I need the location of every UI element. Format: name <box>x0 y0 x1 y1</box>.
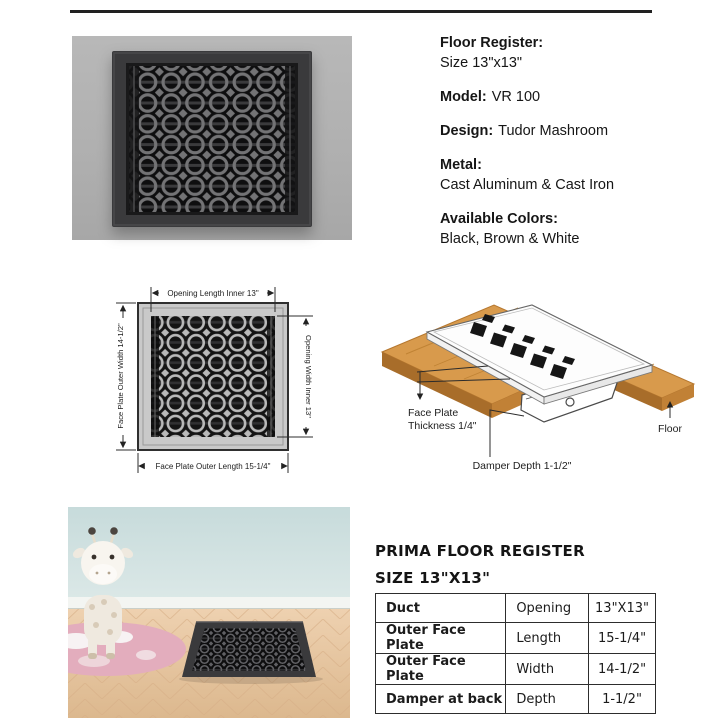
spec-metal <box>440 155 665 195</box>
dimension-diagram <box>103 272 343 478</box>
table-row <box>376 594 656 623</box>
cell-width: Width <box>506 654 589 685</box>
table-row <box>376 654 656 685</box>
dim-bottom-label: Face Plate Outer Length 15-1/4" <box>155 462 271 471</box>
dim-top-label: Opening Length Inner 13" <box>167 289 259 298</box>
top-rule <box>70 10 652 13</box>
cutaway-illustration <box>372 292 702 480</box>
cell-length-value: 15-1/4" <box>589 623 656 654</box>
installed-register <box>179 622 323 684</box>
summary-title-line1: PRIMA FLOOR REGISTER <box>375 542 585 560</box>
damper-label: Damper Depth 1-1/2" <box>472 460 572 472</box>
table-row <box>376 623 656 654</box>
thickness-label-2: Thickness 1/4" <box>408 420 477 432</box>
spec-model-label: Model: <box>440 89 487 105</box>
cell-depth-value: 1-1/2" <box>589 685 656 714</box>
spec-table <box>375 593 656 714</box>
cell-length: Length <box>506 623 589 654</box>
grille-pattern <box>129 66 295 212</box>
spec-size-value: Size 13"x13" <box>440 55 523 71</box>
register-product-image <box>112 51 312 227</box>
cell-damper: Damper at back <box>376 685 506 714</box>
thickness-label-1: Face Plate <box>408 407 459 419</box>
summary-title <box>375 538 585 592</box>
spec-model <box>440 87 665 107</box>
dim-right-label: Opening Width Inner 13" <box>304 335 313 418</box>
spec-list <box>440 33 665 263</box>
spec-size-label: Floor Register: <box>440 35 544 51</box>
grille-pattern-drawing <box>151 316 275 437</box>
spec-metal-value: Cast Aluminum & Cast Iron <box>440 177 615 193</box>
cell-depth: Depth <box>506 685 589 714</box>
spec-model-value: VR 100 <box>491 89 541 105</box>
spec-metal-label: Metal: <box>440 157 482 173</box>
spec-colors-label: Available Colors: <box>440 211 558 227</box>
cell-outer-face-plate-2: Outer Face Plate <box>376 654 506 685</box>
spec-design <box>440 121 665 141</box>
floor-label: Floor <box>658 423 682 435</box>
summary-title-line2: SIZE 13"X13" <box>375 569 491 587</box>
room-photo <box>68 507 350 718</box>
spec-design-value: Tudor Mashroom <box>498 123 609 139</box>
spec-design-label: Design: <box>440 123 494 139</box>
dim-left-label: Face Plate Outer Width 14-1/2" <box>116 323 125 429</box>
cell-opening: Opening <box>506 594 589 623</box>
cell-opening-value: 13"X13" <box>589 594 656 623</box>
product-photo <box>72 36 352 240</box>
cell-duct: Duct <box>376 594 506 623</box>
spec-colors-value: Black, Brown & White <box>440 231 580 247</box>
table-row <box>376 685 656 714</box>
spec-size <box>440 33 665 73</box>
cell-width-value: 14-1/2" <box>589 654 656 685</box>
spec-colors <box>440 209 665 249</box>
cell-outer-face-plate-1: Outer Face Plate <box>376 623 506 654</box>
